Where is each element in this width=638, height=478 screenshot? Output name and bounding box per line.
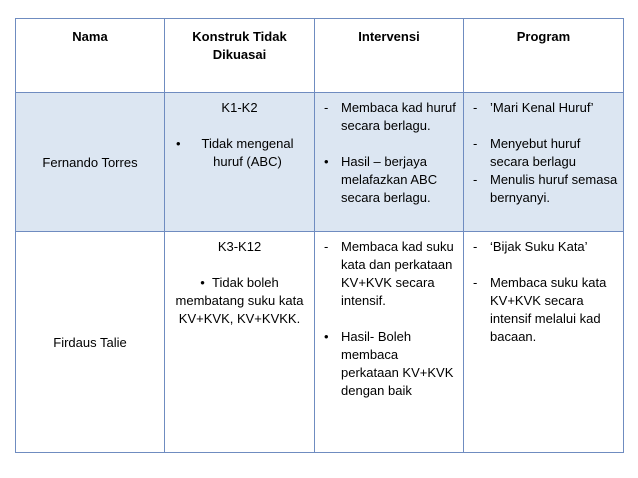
- program-text: ‘Bijak Suku Kata’: [490, 239, 588, 254]
- dash-marker: -: [324, 239, 329, 254]
- intervensi-list: [320, 238, 458, 400]
- dash-marker: -: [473, 100, 478, 115]
- intervensi-cell: [315, 93, 464, 232]
- header-row: [16, 19, 624, 93]
- list-item: [469, 171, 618, 207]
- list-item: [320, 328, 458, 400]
- table-row: [16, 232, 624, 453]
- dash-marker: -: [473, 136, 478, 151]
- list-item: [469, 274, 618, 346]
- spacer: [469, 117, 618, 135]
- konstruk-item: Tidak mengenal huruf (ABC): [201, 136, 294, 169]
- list-item: [469, 238, 618, 256]
- program-text: Menyebut huruf secara berlagu: [490, 136, 581, 169]
- intervensi-text: Membaca kad huruf secara berlagu.: [341, 100, 456, 133]
- program-text: Menulis huruf semasa bernyanyi.: [490, 172, 618, 205]
- spacer: [320, 310, 458, 328]
- student-name: Fernando Torres: [16, 93, 165, 232]
- list-item: [170, 135, 309, 171]
- list-item: [469, 135, 618, 171]
- dash-marker: -: [473, 239, 478, 254]
- konstruk-cell: [165, 93, 315, 232]
- header-nama: Nama: [16, 19, 165, 93]
- program-cell: [464, 232, 624, 453]
- konstruk-item-block: [170, 274, 309, 328]
- bullet-marker: •: [200, 275, 213, 290]
- list-item: [320, 99, 458, 135]
- intervensi-text: Membaca kad suku kata dan perkataan KV+KVK secara intensif.: [341, 239, 454, 308]
- list-item: [320, 153, 458, 207]
- header-program: Program: [464, 19, 624, 93]
- table-row: [16, 93, 624, 232]
- list-item: [469, 99, 618, 117]
- bullet-marker: •: [324, 329, 329, 344]
- program-list: [469, 99, 618, 207]
- header-intervensi: Intervensi: [315, 19, 464, 93]
- list-item: [320, 238, 458, 310]
- spacer: [320, 135, 458, 153]
- intervensi-text: Hasil- Boleh membaca perkataan KV+KVK dengan baik: [341, 329, 454, 398]
- konstruk-list: [170, 135, 309, 171]
- konstruk-cell: [165, 232, 315, 453]
- program-text: Membaca suku kata KV+KVK secara intensif melalui kad bacaan.: [490, 275, 607, 344]
- student-name: Firdaus Talie: [16, 232, 165, 453]
- dash-marker: -: [473, 275, 478, 290]
- intervensi-cell: [315, 232, 464, 453]
- program-text: ’Mari Kenal Huruf’: [490, 100, 594, 115]
- konstruk-item: Tidak boleh membatang suku kata KV+KVK, KV+KVKK.: [175, 275, 304, 326]
- konstruk-code: K1-K2: [221, 100, 258, 115]
- program-list: [469, 238, 618, 346]
- bullet-marker: •: [176, 136, 181, 151]
- header-konstruk: Konstruk Tidak Dikuasai: [165, 19, 315, 93]
- program-cell: [464, 93, 624, 232]
- dash-marker: -: [473, 172, 478, 187]
- konstruk-code: K3-K12: [217, 239, 262, 254]
- dash-marker: -: [324, 100, 329, 115]
- intervensi-list: [320, 99, 458, 207]
- spacer: [469, 256, 618, 274]
- intervensi-text: Hasil – berjaya melafazkan ABC secara berlagu.: [341, 154, 438, 205]
- bullet-marker: •: [324, 154, 329, 169]
- intervention-table: [15, 18, 624, 453]
